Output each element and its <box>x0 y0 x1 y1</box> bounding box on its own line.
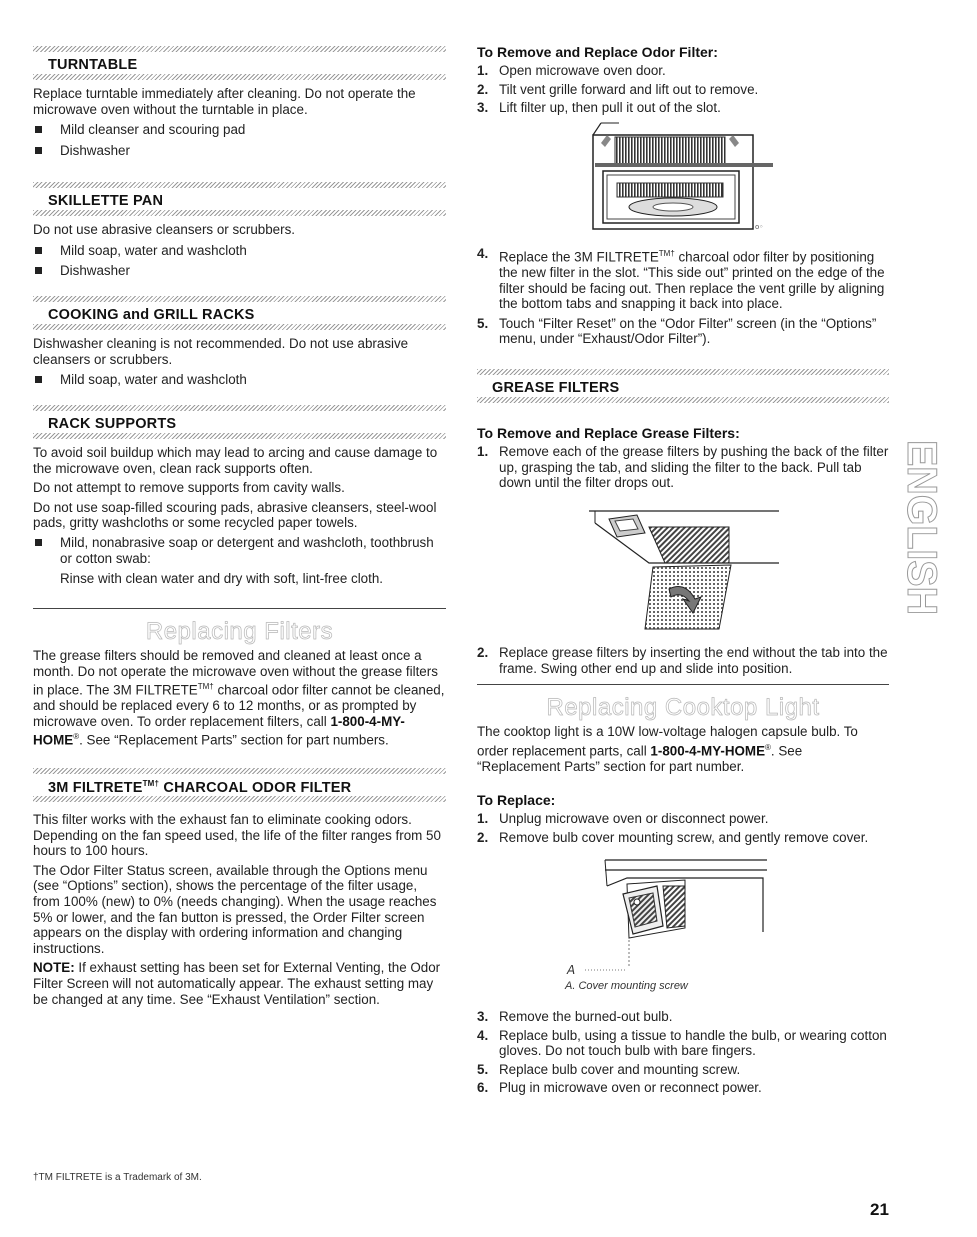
list-item: 2. Remove bulb cover mounting screw, and gently remove cover. <box>477 829 869 845</box>
page-number: 21 <box>870 1200 889 1219</box>
racks-heading: COOKING and GRILL RACKS <box>48 307 255 323</box>
grease-filter-illustration <box>589 503 789 635</box>
turntable-heading: TURNTABLE <box>48 57 138 73</box>
list-item: Mild soap, water and washcloth <box>33 372 446 388</box>
fig-label-a: A <box>567 963 576 977</box>
svg-text:o◦: o◦ <box>755 223 764 231</box>
skillette-section <box>33 182 446 279</box>
grease-replace-heading: To Remove and Replace Grease Filters: <box>477 425 740 441</box>
cooktop-light-title: Replacing Cooktop Light <box>546 694 820 721</box>
list-item: 5. Touch “Filter Reset” on the “Odor Filter” screen (in the “Options” menu, under “Exhaust/Odor Filter”). <box>477 315 877 347</box>
footnote: †TM FILTRETE is a Trademark of 3M. <box>33 1172 202 1183</box>
list-item: 4. Replace bulb, using a tissue to handle the bulb, or wearing cotton gloves. Do not touch bulb with bare fingers. <box>477 1027 887 1059</box>
odor-filter-p1: This filter works with the exhaust fan to eliminate cooking odors. Depending on the fan speed used, the life of the filter ranges from 50 hours to 100 hours. <box>33 812 441 859</box>
odor-filter-heading: 3M $FILTRETE^{TM\dagger}$ CHARCOAL ODOR FILTER <box>48 779 352 796</box>
odor-replace-heading: To Remove and Replace Odor Filter: <box>477 44 718 60</box>
list-item: 5. Replace bulb cover and mounting screw. <box>477 1061 741 1077</box>
figure-caption: A. Cover mounting screw <box>565 980 688 992</box>
rack-supports-section <box>33 405 446 591</box>
odor-filter-note: NOTE: If exhaust setting has been set for External Venting, the Odor Filter Screen will not automatically appear. The exhaust setting may be changed at any time. See “Exhaust Ventilation” section. <box>33 960 441 1007</box>
odor-replace-steps-b <box>477 243 889 347</box>
list-item: 2. Replace grease filters by inserting the end without the tab into the frame. Swing other end up and slide into position. <box>477 645 888 676</box>
list-item: 1. Remove each of the grease filters by pushing the back of the filter up, grasping the tab, and sliding the filter to the back. Pull tab down until the filter drops out. <box>477 444 889 491</box>
odor-replace-section <box>477 44 889 116</box>
list-item: 1. Open microwave oven door. <box>477 63 666 78</box>
svg-text:ENGLISH: ENGLISH <box>899 440 946 627</box>
replacing-filters-text: The grease filters should be removed and cleaned at least once a month. Do not operate the microwave oven without the grease filters in place. The 3M $FILTRETE^{TM\dagger}$ charcoal odor filter cannot be cleaned, and should be replaced every 6 to 12 months, or as prompted by microwave oven. To order replacement filters, call 1-800-4-MY-HOME®. See “Replacement Parts” section for part numbers. <box>33 648 445 748</box>
turntable-text: Replace turntable immediately after cleaning. Do not operate the microwave oven without the turntable in place. <box>33 86 416 117</box>
rack-supports-heading: RACK SUPPORTS <box>48 416 177 432</box>
list-item: Mild, nonabrasive soap or detergent and washcloth, toothbrush or cotton swab: <box>33 535 446 566</box>
list-item: Mild soap, water and washcloth <box>33 243 446 259</box>
odor-filter-section <box>33 768 446 1011</box>
list-item: 1. Unplug microwave oven or disconnect power. <box>477 811 769 827</box>
replacing-filters-section <box>33 608 446 749</box>
list-item: 3. Remove the burned-out bulb. <box>477 1009 673 1024</box>
odor-filter-illustration <box>589 123 775 233</box>
list-item: Mild cleanser and scouring pad <box>33 122 446 138</box>
grease-step-2 <box>477 642 889 676</box>
cooktop-light-section <box>477 684 889 845</box>
list-item: Dishwasher <box>33 263 446 279</box>
supports-p1: To avoid soil buildup which may lead to arcing and cause damage to the microwave oven, clean rack supports often. <box>33 445 438 476</box>
supports-rinse: Rinse with clean water and dry with soft, lint-free cloth. <box>60 571 384 587</box>
racks-text: Dishwasher cleaning is not recommended. Do not use abrasive cleansers or scrubbers. <box>33 336 409 367</box>
list-item: 6. Plug in microwave oven or reconnect power. <box>477 1080 762 1096</box>
turntable-section <box>33 46 446 158</box>
odor-filter-p2: The Odor Filter Status screen, available through the Options menu (see “Options” section), shows the percentage of the filter usage, from 100% (new) to 0% (needs changing). When the usage reaches 5% or lower, and the fan button is pressed, the Order Filter screen appears on the display with ordering information and changing instructions. <box>33 862 437 956</box>
cooktop-light-text: The cooktop light is a 10W low-voltage halogen capsule bulb. To order replacement parts, call 1-800-4-MY-HOME®. See “Replacement Parts” section for part number. <box>477 724 858 774</box>
cooktop-steps-b <box>477 1006 889 1096</box>
list-item: 2. Tilt vent grille forward and lift out to remove. <box>477 81 759 97</box>
racks-section <box>33 296 446 388</box>
skillette-text: Do not use abrasive cleansers or scrubbers. <box>33 222 295 237</box>
grease-filters-heading: GREASE FILTERS <box>492 380 620 396</box>
english-language-tab <box>896 440 946 627</box>
grease-filters-section <box>477 369 889 491</box>
to-replace-heading: To Replace: <box>477 792 556 809</box>
replacing-filters-title: Replacing Filters <box>145 618 334 645</box>
list-item: Dishwasher <box>33 143 446 159</box>
list-item: 3. Lift filter up, then pull it out of the slot. <box>477 100 721 116</box>
supports-p3: Do not use soap-filled scouring pads, abrasive cleansers, steel-wool pads, gritty washcloths or some recycled paper towels. <box>33 499 437 531</box>
supports-p2: Do not attempt to remove supports from cavity walls. <box>33 480 345 496</box>
skillette-heading: SKILLETTE PAN <box>48 193 164 209</box>
cooktop-light-illustration <box>567 856 777 981</box>
list-item: 4. Replace the 3M $FILTRETE^{TM\dagger}$ charcoal odor filter by positioning the new filter in the slot. “This side out” printed on the edge of the filter should be facing out. Then replace the vent grille by aligning the bottom tabs and snapping it back into place. <box>477 246 885 312</box>
